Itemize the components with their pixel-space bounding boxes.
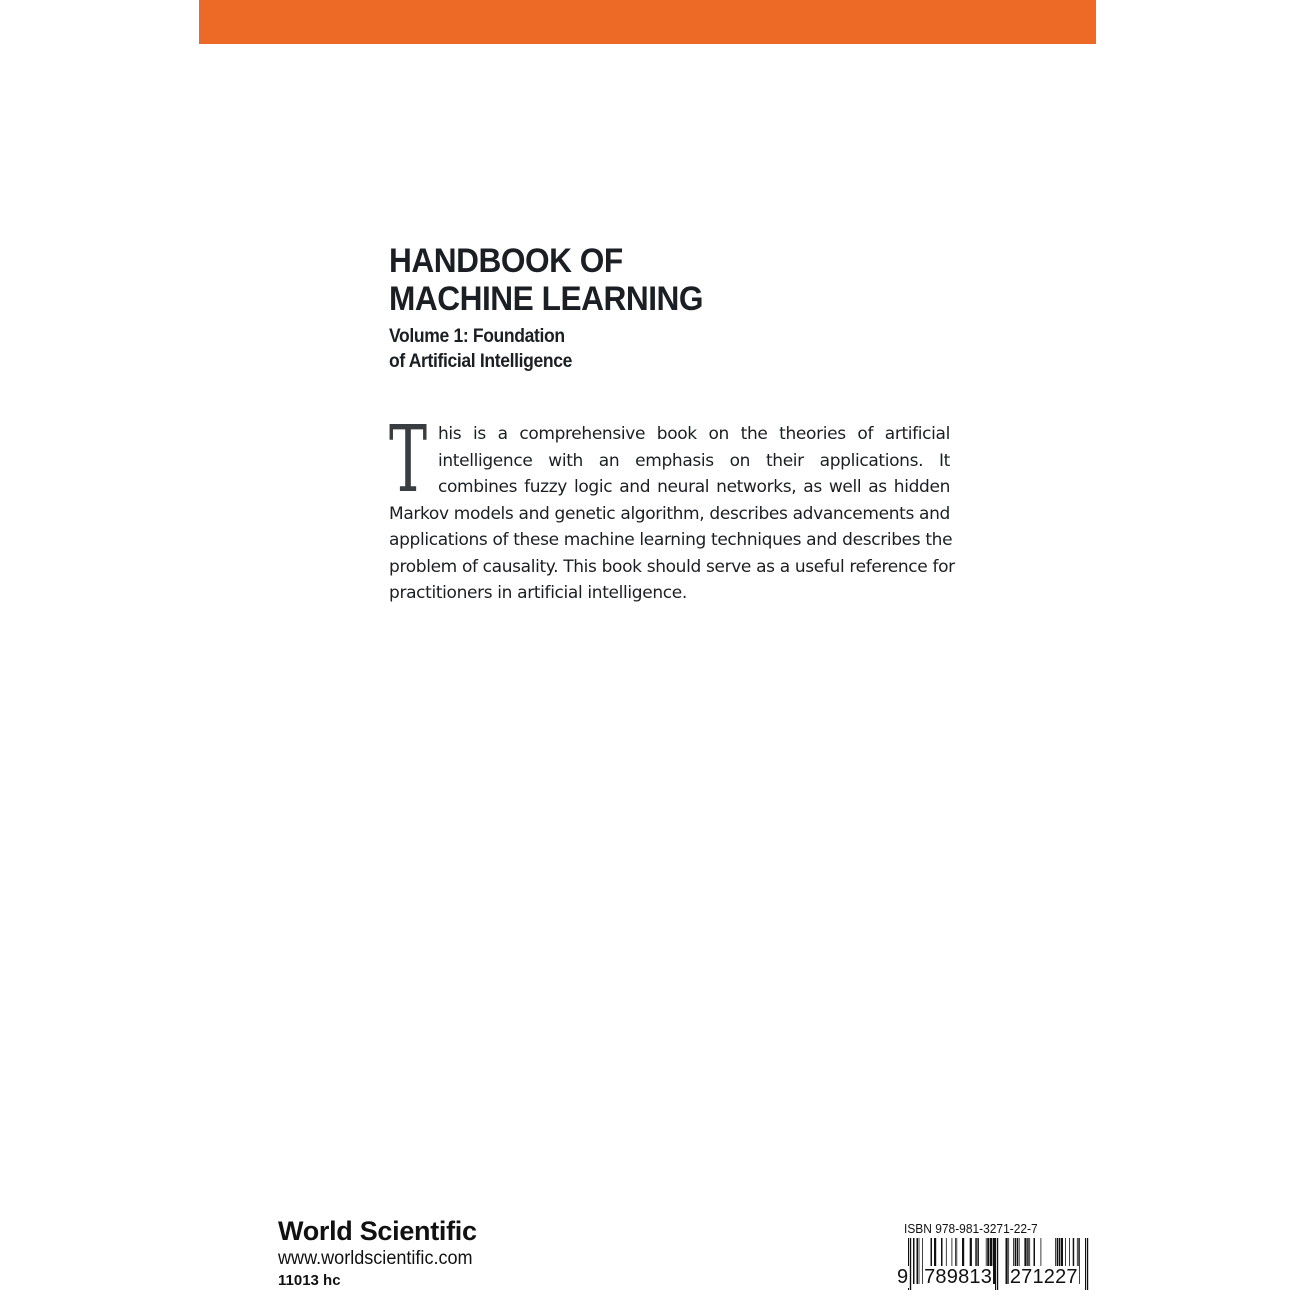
title-block xyxy=(389,242,949,374)
book-title-line-1: HANDBOOK OF xyxy=(389,242,623,280)
blurb-line: intelligence with an emphasis on their applications. It xyxy=(438,450,950,471)
book-title-line-2: MACHINE LEARNING xyxy=(389,280,704,318)
publisher-block xyxy=(278,1214,483,1292)
barcode-digits-group-1: 789813 xyxy=(924,1266,993,1288)
blurb-line: his is a comprehensive book on the theories of artificial xyxy=(438,424,950,444)
top-color-band xyxy=(199,0,1096,44)
barcode-digit-first: 9 xyxy=(897,1266,909,1288)
barcode-digits xyxy=(896,1266,1079,1289)
publisher-url: www.worldscientific.com xyxy=(278,1248,473,1269)
blurb-text xyxy=(389,406,955,607)
blurb-line: applications of these machine learning techniques and describes the xyxy=(389,530,953,550)
isbn-label: ISBN 978-981-3271-22-7 xyxy=(904,1221,1038,1236)
blurb-line: Markov models and genetic algorithm, describes advancements and xyxy=(389,503,950,524)
book-subtitle-line-1: Volume 1: Foundation xyxy=(389,325,565,347)
publisher-code: 11013 hc xyxy=(278,1272,341,1289)
book-subtitle-line-2: of Artificial Intelligence xyxy=(389,350,573,372)
blurb-line: combines fuzzy logic and neural networks, as well as hidden xyxy=(438,477,950,497)
publisher-name: World Scientific xyxy=(278,1216,477,1246)
blurb-line: practitioners in artificial intelligence. xyxy=(389,583,687,603)
barcode-digits-group-2: 271227 xyxy=(1009,1266,1078,1288)
blurb-line: problem of causality. This book should serve as a useful reference for xyxy=(389,556,955,577)
blurb-drop-cap: T xyxy=(389,406,428,513)
